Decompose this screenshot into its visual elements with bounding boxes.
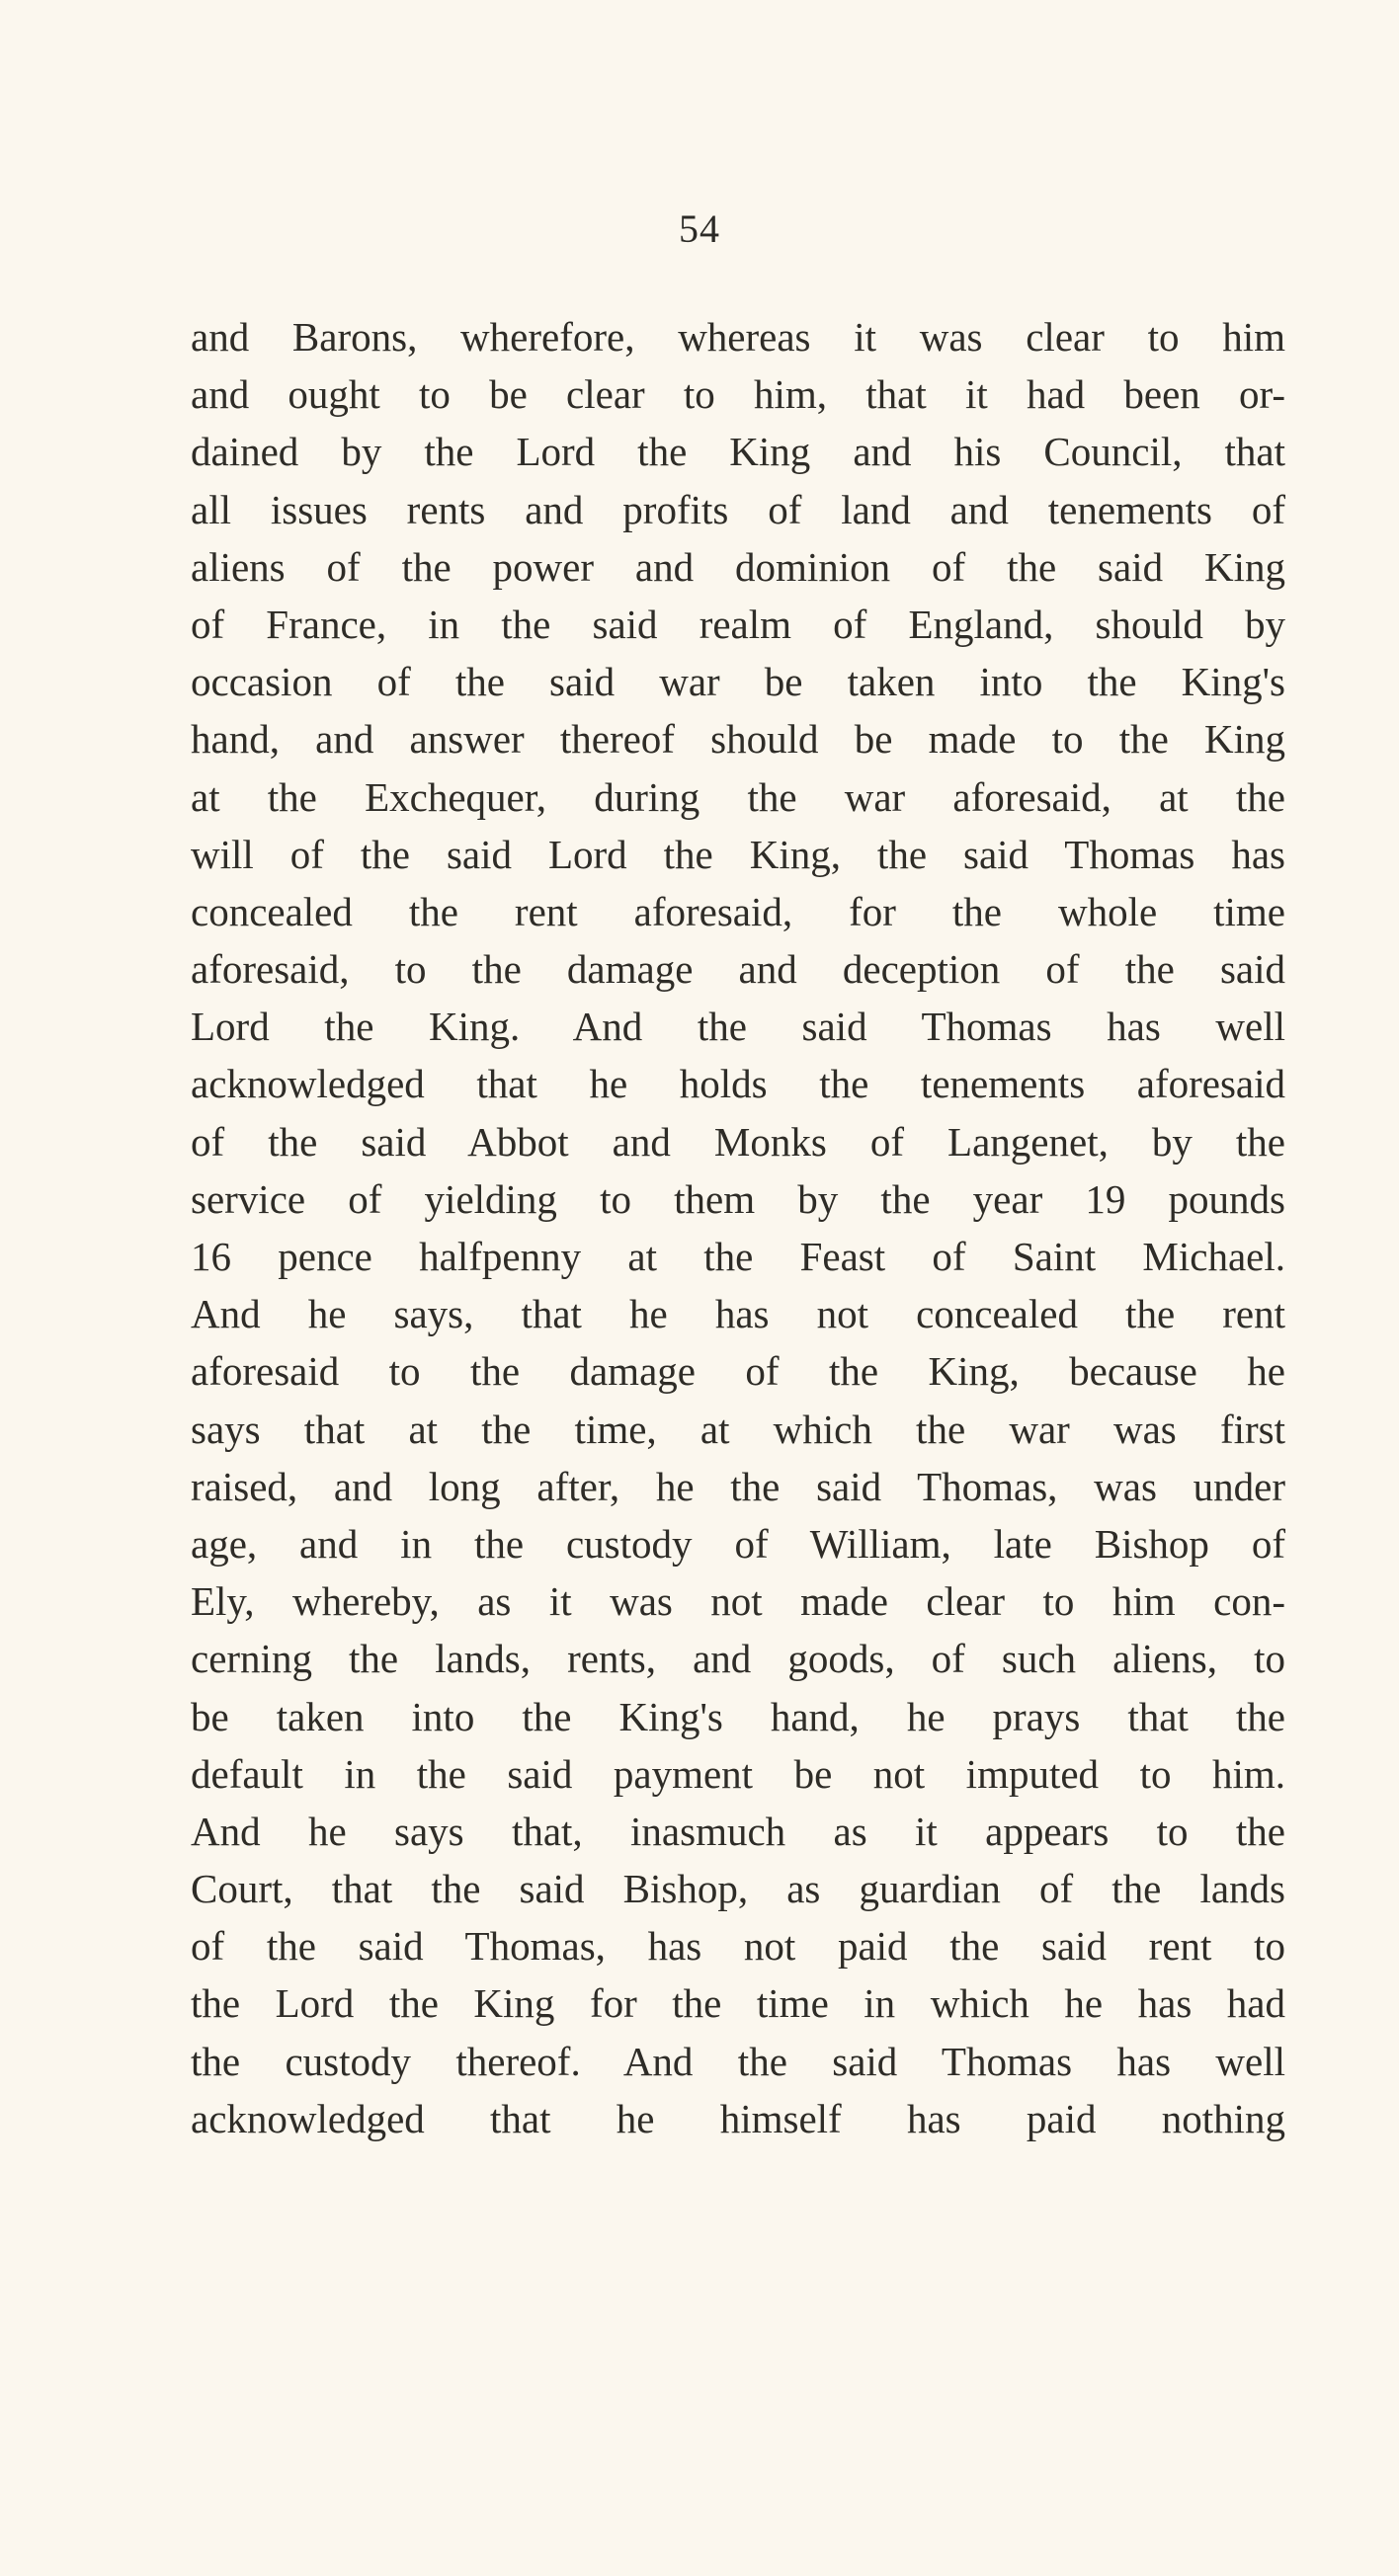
text-line: occasion of the said war be taken into the King's [191, 659, 1285, 705]
text-line: acknowledged that he holds the tenements aforesaid [191, 1061, 1285, 1107]
text-line: Lord the King. And the said Thomas has well [191, 1004, 1285, 1050]
text-line: aforesaid to the damage of the King, because he [191, 1348, 1285, 1395]
text-line: all issues rents and profits of land and tenements of [191, 486, 1285, 532]
text-line: age, and in the custody of William, late Bishop of [191, 1520, 1285, 1567]
text-line: of France, in the said realm of England, should by [191, 601, 1285, 647]
text-line: of the said Thomas, has not paid the said rent to [191, 1923, 1285, 1970]
text-line: service of yielding to them by the year 19 pounds [191, 1175, 1285, 1222]
text-line: concealed the rent aforesaid, for the whole time [191, 888, 1285, 934]
text-line: the custody thereof. And the said Thomas has well [191, 2038, 1285, 2084]
text-line: 16 pence halfpenny at the Feast of Saint Michael. [191, 1234, 1285, 1279]
text-line: dained by the Lord the King and his Council, that [191, 429, 1285, 475]
text-line: be taken into the King's hand, he prays that the [191, 1693, 1285, 1739]
text-line: Court, that the said Bishop, as guardian of the lands [191, 1866, 1285, 1912]
text-line: aforesaid, to the damage and deception of the said [191, 946, 1285, 993]
text-line: default in the said payment be not imputed to him. [191, 1750, 1285, 1797]
text-line: And he says that, inasmuch as it appears to the [191, 1808, 1285, 1854]
text-line: And he says, that he has not concealed the rent [191, 1291, 1285, 1337]
text-line: the Lord the King for the time in which he has had [191, 1980, 1285, 2027]
text-line: acknowledged that he himself has paid nothing [191, 2095, 1285, 2141]
body-text [191, 308, 1285, 2147]
text-line: raised, and long after, he the said Thomas, was under [191, 1463, 1285, 1509]
page-number: 54 [679, 206, 720, 251]
text-line: of the said Abbot and Monks of Langenet, by the [191, 1118, 1285, 1165]
text-line: and Barons, wherefore, whereas it was clear to him [191, 314, 1285, 360]
text-line: and ought to be clear to him, that it had been or- [191, 371, 1285, 418]
text-line: Ely, whereby, as it was not made clear to him con- [191, 1578, 1285, 1625]
text-line: hand, and answer thereof should be made to the King [191, 716, 1285, 763]
text-line: at the Exchequer, during the war aforesaid, at the [191, 773, 1285, 820]
text-line: will of the said Lord the King, the said Thomas has [191, 831, 1285, 877]
text-line: says that at the time, at which the war was first [191, 1406, 1285, 1452]
text-line: aliens of the power and dominion of the said King [191, 543, 1285, 590]
text-line: cerning the lands, rents, and goods, of such aliens, to [191, 1636, 1285, 1682]
